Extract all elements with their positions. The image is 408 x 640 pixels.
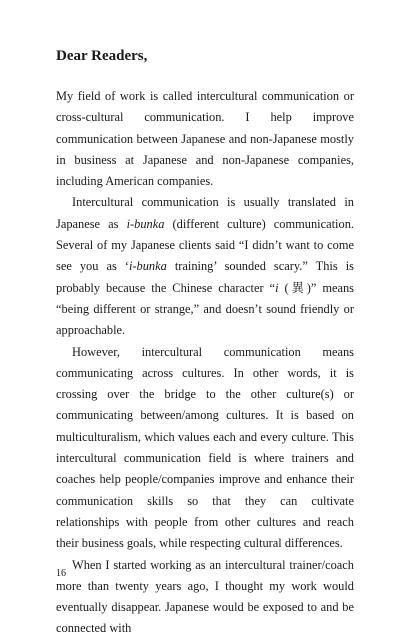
paragraph-1: My field of work is called intercultural communication or cross-cultural communication. I help improve communication between Japanese and non-Japanese mostly in business at Japanese and non-Japanese companies, including American companies. <box>56 89 354 189</box>
paragraph-2-segment-1: Intercultural communication is usually translated in Japanese as <box>56 195 354 231</box>
italic-term-i-bunka: i-bunka <box>126 216 165 231</box>
paragraph-2 <box>56 192 354 341</box>
paragraph-3: However, intercultural communication means communicating across cultures. In other words, it is crossing over the bridge to the other culture(s) or communicating between/among cultures. It is based on multiculturalism, which values each and every culture. This intercultural communication field is where trainers and coaches help people/companies improve and enhance their communication skills so that they can cultivate relationships with people from other cultures and reach their business goals, while respecting cultural differences. <box>56 344 354 551</box>
paragraph-4: When I started working as an intercultural trainer/coach more than twenty years ago, I thought my work would eventually disappear. Japanese would be exposed to and be connected with <box>56 557 354 636</box>
letter-salutation-heading: Dear Readers, <box>56 48 148 64</box>
italic-term-i-bunka-2: i-bunka <box>128 259 167 274</box>
paragraph-2-segment-5: training’ sounded scary.” This is probably because the Chinese character “ <box>56 259 354 295</box>
italic-term-i: i <box>275 280 279 295</box>
paragraph-2-segment-7: (異)” means “being different or strange,” and doesn’t sound friendly or approachable. <box>56 280 355 338</box>
letter-body <box>56 86 354 640</box>
paragraph-2-segment-3: (different culture) communication. Several of my Japanese clients said “I didn’t want to come see you as ‘ <box>56 216 354 274</box>
page-number: 16 <box>56 568 66 579</box>
